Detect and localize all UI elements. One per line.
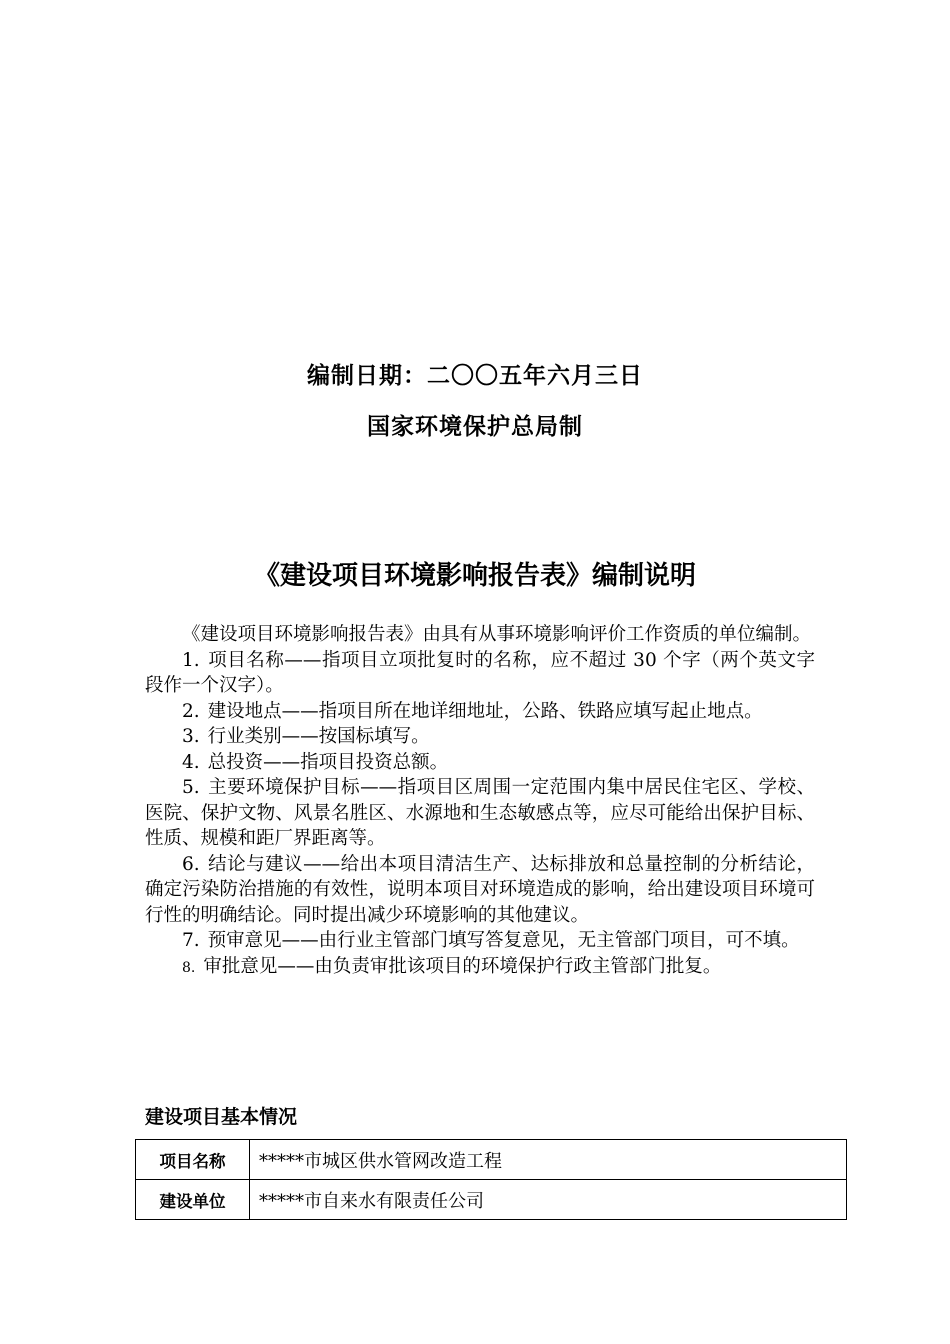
instruction-item — [145, 928, 815, 954]
project-name-value: *****市城区供水管网改造工程 — [250, 1140, 847, 1180]
item-text: 主要环境保护目标——指项目区周围一定范围内集中居民住宅区、学校、医院、保护文物、风景名胜区、水源地和生态敏感点等，应尽可能给出保护目标、性质、规模和距厂界距离等。 — [145, 777, 815, 849]
instructions-body — [145, 622, 815, 981]
table-row — [136, 1140, 847, 1180]
item-text: 行业类别——按国标填写。 — [207, 726, 430, 747]
instructions-title: 《建设项目环境影响报告表》编制说明 — [253, 561, 696, 591]
item-text: 审批意见——由负责审批该项目的环境保护行政主管部门批复。 — [203, 955, 722, 977]
instruction-item — [145, 750, 815, 776]
item-text: 结论与建议——给出本项目清洁生产、达标排放和总量控制的分析结论，确定污染防治措施的有效性，说明本项目对环境造成的影响，给出建设项目环境可行性的明确结论。同时提出减少环境影响的其他建议。 — [145, 853, 815, 926]
item-number: 6. — [182, 853, 200, 875]
item-number: 2. — [182, 700, 200, 722]
table-row — [136, 1180, 847, 1220]
construction-unit-label: 建设单位 — [136, 1180, 250, 1220]
instruction-item — [145, 724, 815, 750]
item-text: 总投资——指项目投资总额。 — [207, 751, 449, 773]
instruction-item — [145, 954, 815, 982]
construction-unit-value: *****市自来水有限责任公司 — [250, 1180, 847, 1220]
item-text: 项目名称——指项目立项批复时的名称，应不超过 30 个字（两个英文字段作一个汉字）。 — [145, 649, 815, 696]
item-text: 建设地点——指项目所在地详细地址，公路、铁路应填写起止地点。 — [207, 700, 763, 722]
instruction-item — [145, 648, 815, 699]
item-number: 1. — [182, 649, 200, 671]
instruction-item — [145, 699, 815, 725]
item-number: 3. — [182, 726, 200, 747]
instruction-item — [145, 775, 815, 852]
item-number: 7. — [182, 930, 200, 951]
item-number: 5. — [182, 777, 200, 798]
item-text: 预审意见——由行业主管部门填写答复意见，无主管部门项目，可不填。 — [207, 930, 800, 951]
intro-paragraph: 《建设项目环境影响报告表》由具有从事环境影响评价工作资质的单位编制。 — [182, 624, 812, 645]
basic-info-heading: 建设项目基本情况 — [145, 1106, 298, 1128]
project-name-label: 项目名称 — [136, 1140, 250, 1180]
instruction-item — [145, 852, 815, 929]
basic-info-table — [135, 1139, 847, 1220]
compile-date: 编制日期：二〇〇五年六月三日 — [307, 363, 643, 389]
issuing-authority: 国家环境保护总局制 — [367, 414, 583, 440]
item-number: 4. — [182, 751, 200, 773]
item-number: 8. — [182, 959, 196, 976]
